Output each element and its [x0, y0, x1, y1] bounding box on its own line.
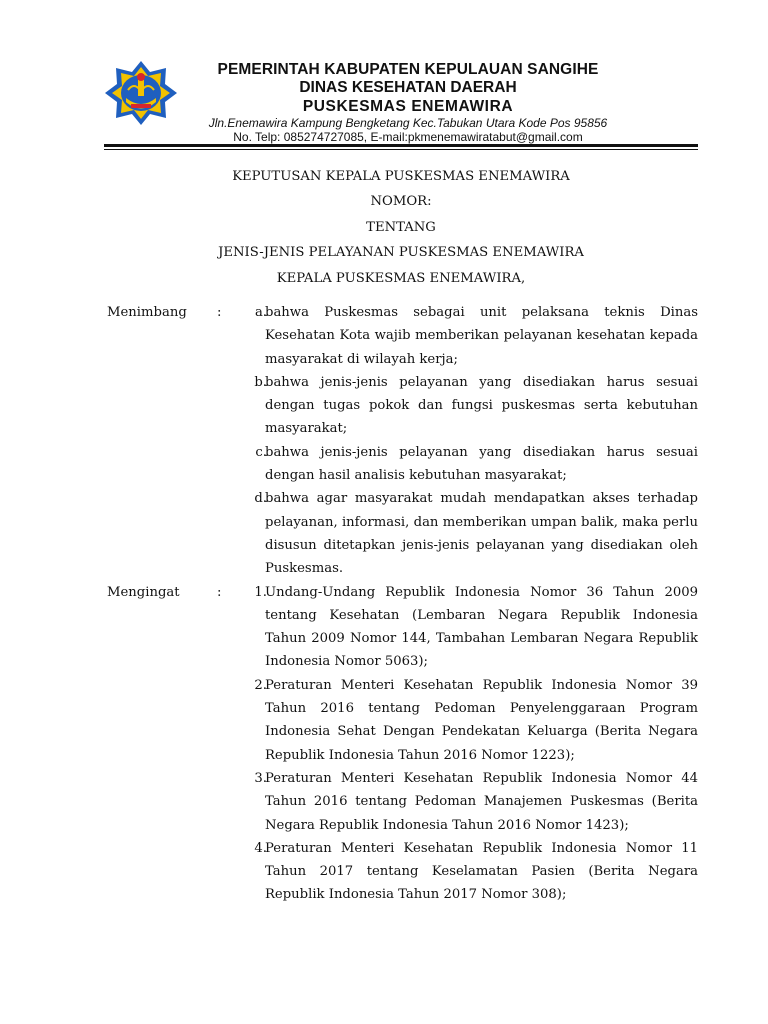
letterhead-government: PEMERINTAH KABUPATEN KEPULAUAN SANGIHE	[217, 61, 599, 78]
list-item	[104, 581, 698, 674]
list-item-text: bahwa jenis-jenis pelayanan yang disediakan harus sesuai dengan tugas pokok dan fungsi puskesmas serta kebutuhan masyarakat;	[265, 374, 698, 437]
decree-number: NOMOR:	[370, 194, 432, 210]
letterhead-divider-thick	[104, 144, 698, 147]
list-marker: c.	[255, 444, 267, 460]
decree-body	[104, 301, 698, 907]
letterhead-puskesmas: PUSKESMAS ENEMAWIRA	[302, 98, 514, 115]
list-item-text: Undang-Undang Republik Indonesia Nomor 36 Tahun 2009 tentang Kesehatan (Lembaran Negara Republik Indonesia Tahun 2009 Nomor 144, Tambahan Lembaran Negara Republik Indonesia Nomor 5063);	[265, 584, 698, 670]
list-item	[104, 767, 698, 837]
section-label: Mengingat	[107, 584, 180, 600]
section-label: Menimbang	[107, 305, 187, 320]
decree-about: TENTANG	[366, 219, 436, 235]
list-item-text: Peraturan Menteri Kesehatan Republik Indonesia Nomor 11 Tahun 2017 tentang Keselamatan Pasien (Berita Negara Republik Indonesia Tahun 2017 Nomor 308);	[265, 840, 698, 903]
section-mengingat	[104, 581, 698, 907]
list-item	[104, 674, 698, 767]
list-item-text: bahwa agar masyarakat mudah mendapatkan akses terhadap pelayanan, informasi, dan memberikan umpan balik, maka perlu disusun ditetapkan jenis-jenis pelayanan yang disediakan oleh Puskesmas.	[265, 491, 698, 577]
decree-subject: JENIS-JENIS PELAYANAN PUSKESMAS ENEMAWIRA	[218, 245, 584, 261]
list-marker: a.	[254, 305, 267, 320]
section-menimbang	[104, 301, 698, 581]
section-colon: :	[217, 305, 222, 320]
list-marker: 1.	[254, 584, 267, 600]
list-item	[104, 837, 698, 907]
kabupaten-emblem-icon	[104, 60, 178, 126]
list-item-text: Peraturan Menteri Kesehatan Republik Indonesia Nomor 44 Tahun 2016 tentang Pedoman Manajemen Puskesmas (Berita Negara Republik Indonesia Tahun 2016 Nomor 1423);	[265, 770, 698, 833]
list-item-text: Peraturan Menteri Kesehatan Republik Indonesia Nomor 39 Tahun 2016 tentang Pedoman Penyelenggaraan Program Indonesia Sehat Dengan Pendekatan Keluarga (Berita Negara Republik Indonesia Tahun 2016 Nomor 1223);	[265, 677, 698, 763]
decree-issuer: KEPALA PUSKESMAS ENEMAWIRA,	[276, 270, 526, 286]
decree-title-block	[104, 164, 698, 291]
letterhead-agency: DINAS KESEHATAN DAERAH	[299, 79, 517, 96]
list-item	[104, 441, 698, 488]
section-colon: :	[217, 584, 222, 600]
list-item	[104, 371, 698, 441]
list-marker: 2.	[254, 677, 267, 693]
letterhead-divider-thin	[104, 149, 698, 150]
list-marker: 3.	[254, 770, 267, 786]
list-item	[104, 487, 698, 580]
decree-title: KEPUTUSAN KEPALA PUSKESMAS ENEMAWIRA	[232, 169, 570, 184]
letterhead-contact: No. Telp: 085274727085, E-mail:pkmenemawiratabut@gmail.com	[233, 130, 583, 144]
list-item	[104, 301, 698, 371]
letterhead-address: Jln.Enemawira Kampung Bengketang Kec.Tabukan Utara Kode Pos 95856	[208, 116, 608, 130]
list-item-text: bahwa Puskesmas sebagai unit pelaksana teknis Dinas Kesehatan Kota wajib memberikan pelayanan kesehatan kepada masyarakat di wilayah kerja;	[265, 305, 698, 367]
list-marker: b.	[254, 374, 267, 390]
list-marker: d.	[254, 491, 267, 507]
list-item-text: bahwa jenis-jenis pelayanan yang disediakan harus sesuai dengan hasil analisis kebutuhan masyarakat;	[265, 444, 698, 484]
list-marker: 4.	[254, 840, 267, 856]
letterhead	[190, 60, 626, 144]
